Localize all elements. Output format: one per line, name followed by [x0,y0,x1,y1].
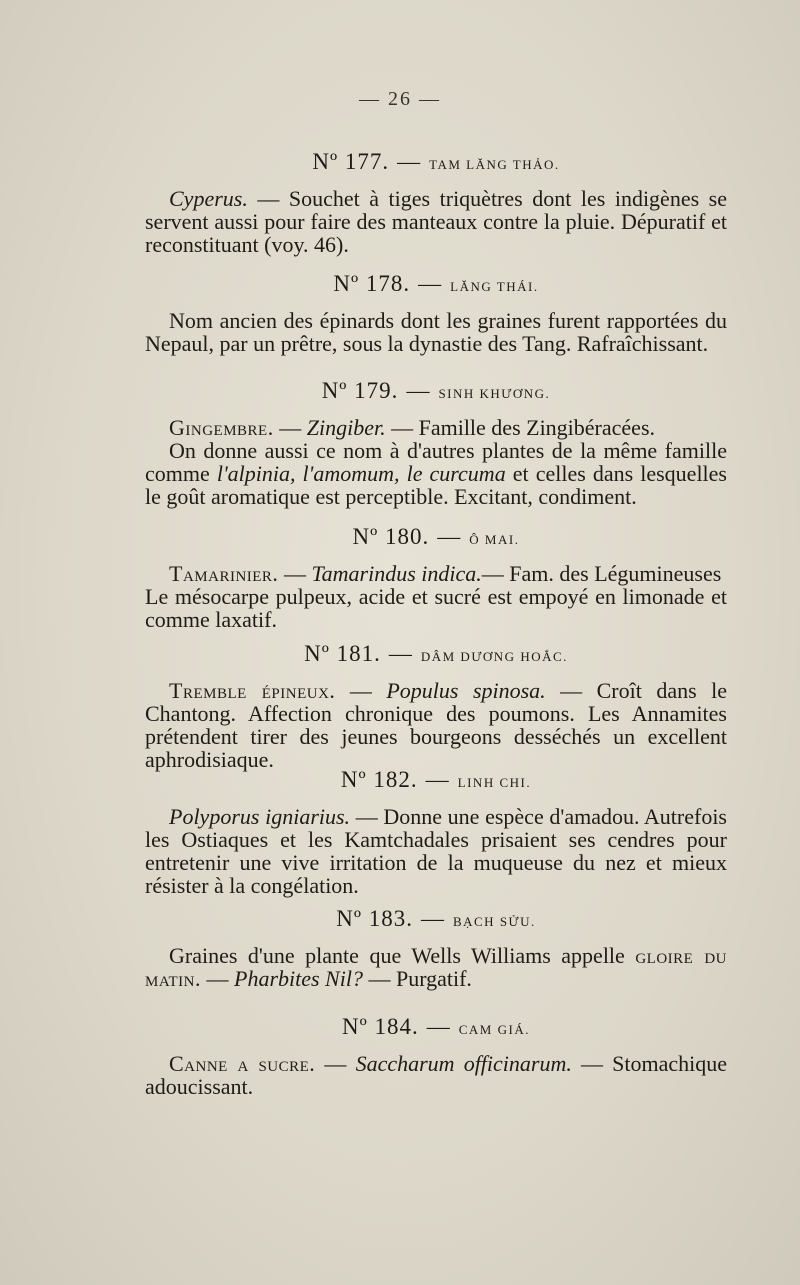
entry-name: DÂM DƯƠNG HOẮC. [420,649,568,664]
entry-text: — Famille des Zingibéracées. [385,415,656,440]
common-name: Tamarinier. [169,561,279,586]
entry-177 [145,146,727,256]
entry-number: Nº 181. [304,641,381,666]
entry-heading: Nº 178. — LĂNG THÁI. [333,271,539,296]
entry-heading: Nº 184. — CAM GIÁ. [342,1014,530,1039]
entry-name: TAM LĂNG THẢO. [429,157,560,172]
entry-text: — [315,1051,356,1076]
entry-text: Nom ancien des épinards dont les graines furent rapportées du Nepaul, par un prêtre, sous la dynastie des Tang. Rafraîchissant. [145,308,727,356]
entry-body [145,1052,727,1098]
latin-name: Pharbites Nil? [234,966,363,991]
entry-text: — Donne une espèce d'amadou. Autrefois les Ostiaques et les Kamtchadales prisaient ses cendres pour entretenir une vive irritation de la muqueuse du nez et mieux résister à la congélation. [145,804,727,898]
entry-183 [145,903,727,990]
entry-name: LĂNG THÁI. [450,279,539,294]
entry-text: On donne aussi ce nom à d'autres plantes de la même famille comme [145,438,727,486]
entry-text: Graines d'une plante que Wells Williams appelle [169,943,636,968]
entry-heading: Nº 181. — DÂM DƯƠNG HOẮC. [304,641,568,666]
entry-body [145,187,727,256]
entry-text: — Souchet à tiges triquètres dont les indigènes se servent aussi pour faire des manteaux contre la pluie. Dépuratif et reconstituant (voy. 46). [145,186,727,257]
common-name: Canne a sucre. [169,1051,316,1076]
page-number: — 26 — [359,88,441,110]
entry-body: Tremble épineux. — Populus spinosa. — Croît dans le Chantong. Affection chronique des poumons. Les Annamites prétendent tirer des jeunes bourgeons desséchés un excellent aphrodisiaque. [145,678,727,772]
latin-name: l'alpinia, l'amomum, le curcuma [216,461,506,486]
common-name: Tremble épineux. [169,678,336,703]
entry-184 [145,1011,727,1098]
entry-body: Tamarinier. — Tamarindus indica.— Fam. des Légumineuses Le mésocarpe pulpeux, acide et sucré est empoyé en limonade et comme laxatif. [145,561,727,632]
latin-name: Cyperus. [169,186,248,211]
entry-number: Nº 180. [352,524,430,549]
latin-name: Saccharum officinarum. [355,1051,572,1076]
entry-181 [145,638,727,771]
entry-text: — Fam. des Légumineuses [481,561,722,586]
entry-text: Le mésocarpe pulpeux, acide et sucré est empoyé en limonade et comme laxatif. [145,584,727,632]
entry-body [145,309,727,355]
latin-name: Zingiber. [306,415,386,440]
entry-name: SINH KHƯƠNG. [438,386,551,401]
entry-heading: Nº 182. — LINH CHI. [340,767,532,792]
entry-text: et celles dans lesquelles le goût aromatique est perceptible. Excitant, condiment. [145,461,727,509]
entry-body: Gingembre. — Zingiber. — Famille des Zingibéracées. On donne aussi ce nom à d'autres plantes de la même famille comme l'alpinia, l'amomum, le curcuma et celles dans lesquelles le goût aromatique est perceptible. Excitant, condiment. [145,415,727,509]
entry-name: LINH CHI. [457,775,532,790]
latin-name: Tamarindus indica. [311,561,482,586]
latin-name: Polyporus igniarius. [169,804,351,829]
entry-heading: Nº 183. — BẠCH SỬU. [336,906,536,931]
entry-heading: Nº 179. — SINH KHƯƠNG. [321,378,551,403]
entry-180 [145,521,727,631]
entry-number: Nº 182. [340,767,418,792]
entry-name: Ô MAI. [469,532,520,547]
entry-text: — Stomachique adoucissant. [145,1051,727,1099]
entry-text: — [201,966,234,991]
entry-body [145,805,727,897]
entry-name: BẠCH SỬU. [452,914,536,929]
entry-number: Nº 177. [312,149,390,174]
common-name: gloire du matin. [145,943,727,991]
entry-body [145,944,727,990]
entry-number: Nº 184. [342,1014,419,1039]
entry-number: Nº 179. [321,378,399,403]
entry-heading: Nº 180. — Ô MAI. [352,524,520,549]
entry-heading: Nº 177. — TAM LĂNG THẢO. [312,149,560,174]
latin-name: Populus spinosa. [386,678,546,703]
entry-number: Nº 178. [333,271,411,296]
entry-number: Nº 183. [336,906,413,931]
entry-182 [145,764,727,897]
entry-179 [145,375,727,508]
entry-name: CAM GIÁ. [458,1022,530,1037]
entry-text: — Purgatif. [362,966,472,991]
entry-178 [145,268,727,355]
common-name: Gingembre. [169,415,274,440]
entry-text: — Croît dans le Chantong. Affection chronique des poumons. Les Annamites prétendent tirer des jeunes bourgeons desséchés un excellent aphrodisiaque. [145,678,727,772]
